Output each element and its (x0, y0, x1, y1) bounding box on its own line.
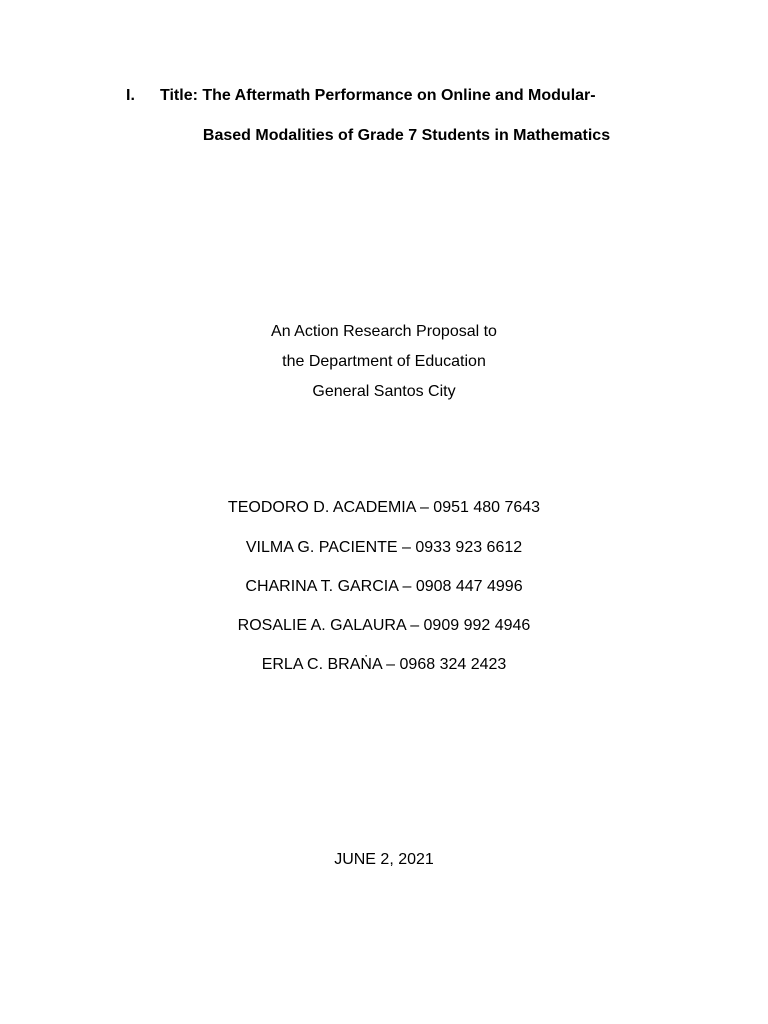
title-line-2: Based Modalities of Grade 7 Students in Mathematics (202, 127, 611, 144)
author-line-3: CHARINA T. GARCIA – 0908 447 4996 (245, 578, 523, 595)
author-line-1: TEODORO D. ACADEMIA – 0951 480 7643 (227, 499, 541, 516)
proposal-line-3: General Santos City (312, 383, 456, 400)
document-date: JUNE 2, 2021 (334, 851, 434, 868)
title-line-1 (126, 87, 596, 105)
proposal-line-1: An Action Research Proposal to (271, 323, 497, 340)
author-line-2: VILMA G. PACIENTE – 0933 923 6612 (245, 539, 523, 556)
section-numeral: I. (126, 87, 135, 104)
author-line-5: ERLA C. BRAṄA – 0968 324 2423 (261, 656, 507, 673)
author-line-4: ROSALIE A. GALAURA – 0909 992 4946 (237, 617, 531, 634)
title-text-line-1: Title: The Aftermath Performance on Online and Modular- (160, 87, 596, 104)
proposal-line-2: the Department of Education (282, 353, 486, 370)
